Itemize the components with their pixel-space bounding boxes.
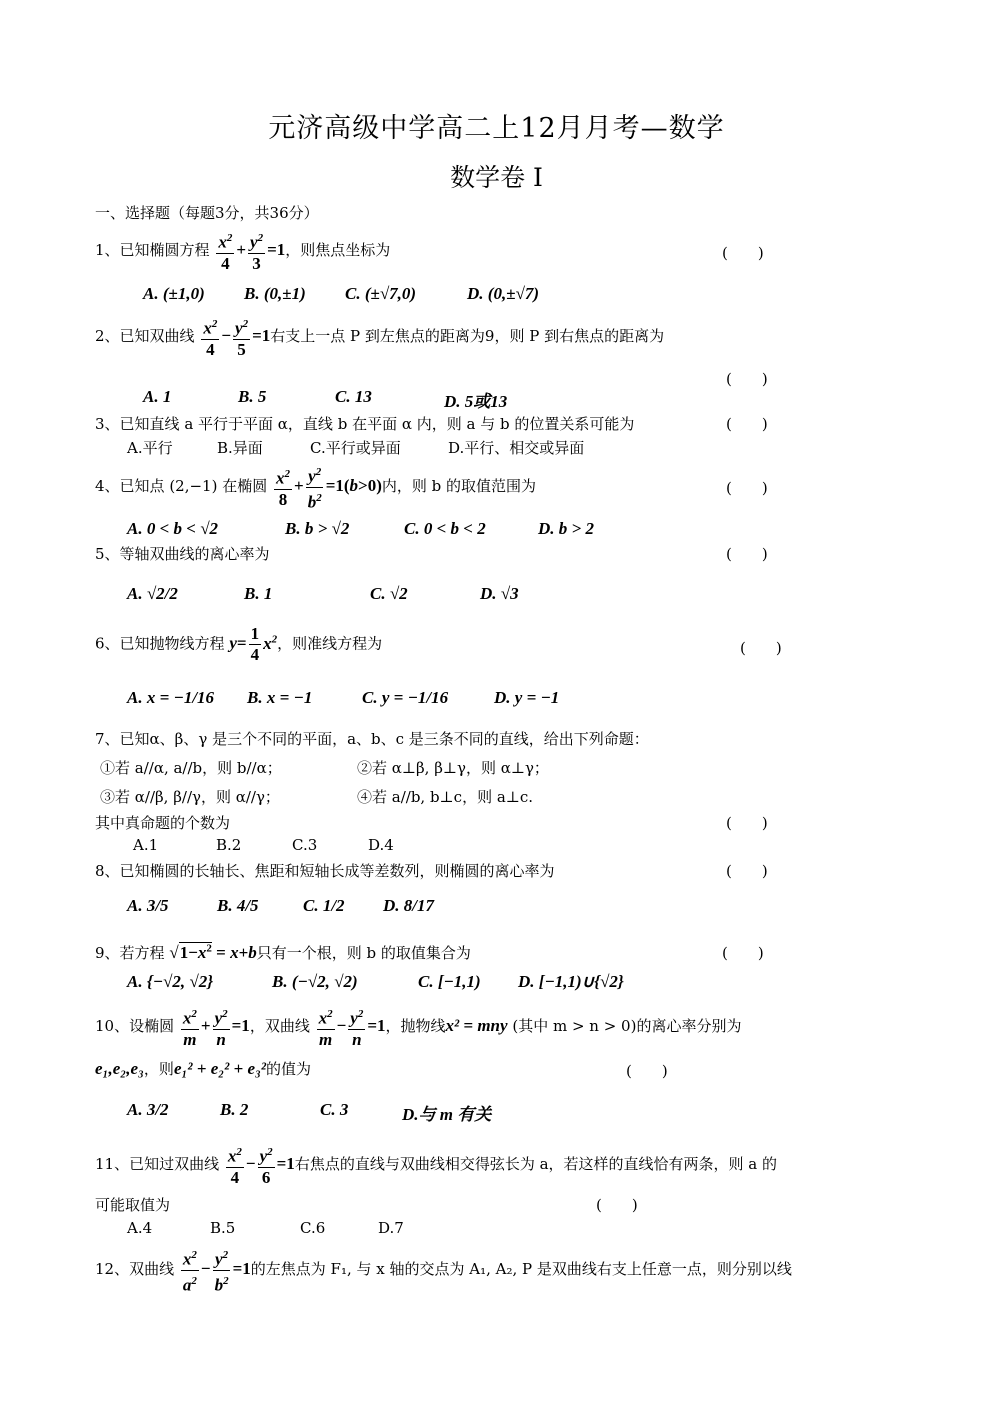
question-stem: 若方程 [119,944,165,962]
fraction-x2-8: $\frac{x^2}{8}$ [274,464,292,510]
option-2c[interactable]: C. 13 [335,387,372,406]
question-2: 2、已知双曲线 $\frac{x^2}{4}$ − $\frac{y^2}{5}$ =1右支上一点 P 到左焦点的距离为9，则 P 到右焦点的距离为 [95,314,664,360]
fraction-x2-4: $\frac{x^2}{4}$ [226,1142,244,1188]
question-4: 4、已知点 (2,−1) 在椭圆 $\frac{x^2}{8}$ + $\frac{y^2}{b^2}$ =1(b>0)内，则 b 的取值范围为 [95,462,536,512]
question-stem: 已知抛物线方程 [119,634,225,653]
option-2b[interactable]: B. 5 [238,387,267,406]
question-number: 7、 [95,730,120,748]
option-8d[interactable]: D. 8/17 [383,896,434,915]
answer-blank-3[interactable]: ( ) [726,415,768,433]
question-number: 1、 [95,240,120,259]
option-7b[interactable]: B.2 [216,836,242,854]
proposition-3: ③若 α//β, β//γ，则 α//γ； [100,788,280,806]
question-9: 9、若方程 $√1-x^2 = x+b$只有一个根，则 b 的取值集合为 [95,942,471,962]
option-2d[interactable]: D. 5或13 [444,392,508,411]
question-11-line2: 可能取值为 [95,1196,171,1214]
answer-blank-5[interactable]: ( ) [726,545,768,563]
question-number: 2、 [95,326,120,345]
option-11b[interactable]: B.5 [210,1219,236,1237]
fraction-y2-n: $\frac{y^2}{n}$ [348,1004,365,1050]
question-stem-post: 只有一个根，则 b 的取值集合为 [256,944,471,962]
option-9c[interactable]: C. [−1,1) [418,972,481,991]
option-3c[interactable]: C.平行或异面 [310,439,401,457]
question-stem-post: ，则焦点坐标为 [285,240,391,259]
fraction-y2-b2: $\frac{y^2}{b^2}$ [306,462,324,512]
answer-blank-8[interactable]: ( ) [726,862,768,880]
answer-blank-7[interactable]: ( ) [726,814,768,832]
option-10a[interactable]: A. 3/2 [127,1100,169,1119]
text-parabola: ，抛物线 [385,1016,446,1035]
fraction-y2-n: $\frac{y^2}{n}$ [213,1004,230,1050]
question-1: 1、已知椭圆方程 $\frac{x^2}{4}$ + $\frac{y^2}{3}$ =1，则焦点坐标为 [95,228,390,274]
option-6d[interactable]: D. y = −1 [494,688,560,707]
option-11a[interactable]: A.4 [127,1219,153,1237]
option-4d[interactable]: D. b > 2 [538,519,594,538]
question-6: 6、已知抛物线方程 y= $\frac{1}{4}$ $x^2$，则准线方程为 [95,624,383,664]
question-stem: 等轴双曲线的离心率为 [119,545,270,563]
question-10: 10、设椭圆 $\frac{x^2}{m}$ + $\frac{y^2}{n}$ =1，双曲线 $\frac{x^2}{m}$ − $\frac{y^2}{n}$ =1，抛物线x² = mny (其中 m > n > 0)的离心率分别为 [95,1004,741,1050]
option-4b[interactable]: B. b > √2 [285,519,350,538]
answer-blank-10[interactable]: ( ) [626,1062,668,1080]
question-stem-post: ，则准线方程为 [277,634,383,653]
question-stem: 已知α、β、γ 是三个不同的平面，a、b、c 是三条不同的直线，给出下列命题： [119,730,649,748]
option-8a[interactable]: A. 3/5 [127,896,169,915]
option-6a[interactable]: A. x = −1/16 [127,688,215,707]
option-7a[interactable]: A.1 [133,836,159,854]
answer-blank-9[interactable]: ( ) [722,944,764,962]
question-stem: 已知过双曲线 [129,1154,220,1173]
formula-sum-squares: e₁² + e₂² + e₃² [173,1059,267,1078]
exam-title: 元济高级中学高二上12月月考—数学 [268,113,725,144]
proposition-4: ④若 a//b, b⊥c，则 a⊥c. [357,788,534,806]
question-12: 12、双曲线 $\frac{x^2}{a^2}$ − $\frac{y^2}{b^2}$ =1的左焦点为 F₁, 与 x 轴的交点为 A₁, A₂, P 是双曲线右支上任意一点，则分别以线 [95,1245,792,1295]
option-10d[interactable]: D.与 m 有关 [402,1105,492,1124]
option-8c[interactable]: C. 1/2 [303,896,345,915]
option-9d[interactable]: D. [−1,1)∪{√2} [518,972,624,991]
question-stem: 已知双曲线 [119,326,195,345]
option-7c[interactable]: C.3 [292,836,318,854]
option-1c[interactable]: C. (±√7,0) [345,284,417,303]
text-then: ，则 [143,1060,174,1078]
option-5b[interactable]: B. 1 [244,584,273,603]
question-7 [95,728,649,749]
option-1b[interactable]: B. (0,±1) [244,284,306,303]
question-11: 11、已知过双曲线 $\frac{x^2}{4}$ − $\frac{y^2}{6}$ =1右焦点的直线与双曲线相交得弦长为 a，若这样的直线恰有两条，则 a 的 [95,1142,777,1188]
option-8b[interactable]: B. 4/5 [217,896,259,915]
question-stem: 已知点 (2,−1) 在椭圆 [119,477,268,496]
question-number: 5、 [95,545,120,563]
question-stem: 设椭圆 [129,1016,175,1035]
option-11d[interactable]: D.7 [378,1219,404,1237]
answer-blank-6[interactable]: ( ) [740,639,782,657]
question-stem: 已知直线 a 平行于平面 α，直线 b 在平面 α 内，则 a 与 b 的位置关系可能为 [119,415,635,433]
fraction-1-4: $\frac{1}{4}$ [250,624,260,664]
question-number: 9、 [95,944,120,962]
question-stem-post: 的离心率分别为 [636,1016,742,1035]
option-10c[interactable]: C. 3 [320,1100,349,1119]
option-10b[interactable]: B. 2 [220,1100,249,1119]
question-stem-post: 右焦点的直线与双曲线相交得弦长为 a，若这样的直线恰有两条，则 a 的 [294,1154,778,1173]
fraction-x2-m: $\frac{x^2}{m}$ [317,1004,335,1050]
question-stem: 双曲线 [129,1260,175,1279]
question-number: 6、 [95,634,120,653]
fraction-y2-6: $\frac{y^2}{6}$ [258,1142,275,1188]
text-hyperbola: ，双曲线 [249,1016,310,1035]
question-stem-post: 内，则 b 的取值范围为 [381,477,537,496]
option-5d[interactable]: D. √3 [480,584,519,603]
fraction-x2-4: $\frac{x^2}{4}$ [216,228,234,274]
question-5 [95,543,270,564]
section-heading: 一、选择题（每题3分，共36分） [95,204,319,222]
option-4c[interactable]: C. 0 < b < 2 [404,519,486,538]
question-number: 8、 [95,862,120,880]
option-3d[interactable]: D.平行、相交或异面 [448,439,585,457]
fraction-x2-a2: $\frac{x^2}{a^2}$ [181,1245,199,1295]
question-7-post: 其中真命题的个数为 [95,814,231,832]
option-1a[interactable]: A. (±1,0) [143,284,205,303]
option-11c[interactable]: C.6 [300,1219,326,1237]
question-stem: 已知椭圆方程 [119,240,210,259]
option-4a[interactable]: A. 0 < b < √2 [127,519,219,538]
question-number: 11、 [95,1154,130,1173]
fraction-x2-4: $\frac{x^2}{4}$ [201,314,219,360]
question-10-line2 [95,1058,311,1079]
answer-blank-1[interactable]: ( ) [722,244,764,262]
option-9b[interactable]: B. (−√2, √2) [272,972,358,991]
question-number: 12、 [95,1260,130,1279]
question-stem: 已知椭圆的长轴长、焦距和短轴长成等差数列，则椭圆的离心率为 [119,862,555,880]
option-9a[interactable]: A. {−√2, √2} [127,972,214,991]
fraction-y2-3: $\frac{y^2}{3}$ [248,228,265,274]
option-1d[interactable]: D. (0,±√7) [467,284,540,303]
option-5c[interactable]: C. √2 [370,584,408,603]
question-8 [95,860,555,881]
answer-blank-2[interactable]: ( ) [726,370,768,388]
proposition-1: ①若 a//α, a//b，则 b//α； [100,759,282,777]
answer-blank-11[interactable]: ( ) [596,1196,638,1214]
option-6c[interactable]: C. y = −1/16 [362,688,449,707]
question-number: 4、 [95,477,120,496]
exam-subtitle: 数学卷 I [450,163,543,192]
condition: (其中 m > n > 0) [512,1016,637,1035]
option-6b[interactable]: B. x = −1 [247,688,313,707]
fraction-x2-m: $\frac{x^2}{m}$ [181,1004,199,1050]
fraction-y2-b2: $\frac{y^2}{b^2}$ [213,1245,231,1295]
eccentricities: e₁,e₂,e₃ [95,1059,144,1078]
proposition-2: ②若 α⊥β, β⊥γ，则 α⊥γ； [357,759,549,777]
option-3a[interactable]: A.平行 [127,439,173,457]
formula-parabola: x² = mny [445,1015,508,1035]
option-3b[interactable]: B.异面 [217,439,263,457]
answer-blank-4[interactable]: ( ) [726,479,768,497]
text-value: 的值为 [266,1060,312,1078]
question-stem-post: 的左焦点为 F₁, 与 x 轴的交点为 A₁, A₂, P 是双曲线右支上任意一点，则分别以线 [250,1260,792,1279]
option-7d[interactable]: D.4 [368,836,394,854]
fraction-y2-5: $\frac{y^2}{5}$ [233,314,250,360]
option-5a[interactable]: A. √2/2 [127,584,178,603]
question-number: 10、 [95,1016,130,1035]
option-2a[interactable]: A. 1 [143,387,172,406]
question-number: 3、 [95,415,120,433]
question-stem-post: 右支上一点 P 到左焦点的距离为9，则 P 到右焦点的距离为 [270,326,665,345]
question-3 [95,413,634,434]
